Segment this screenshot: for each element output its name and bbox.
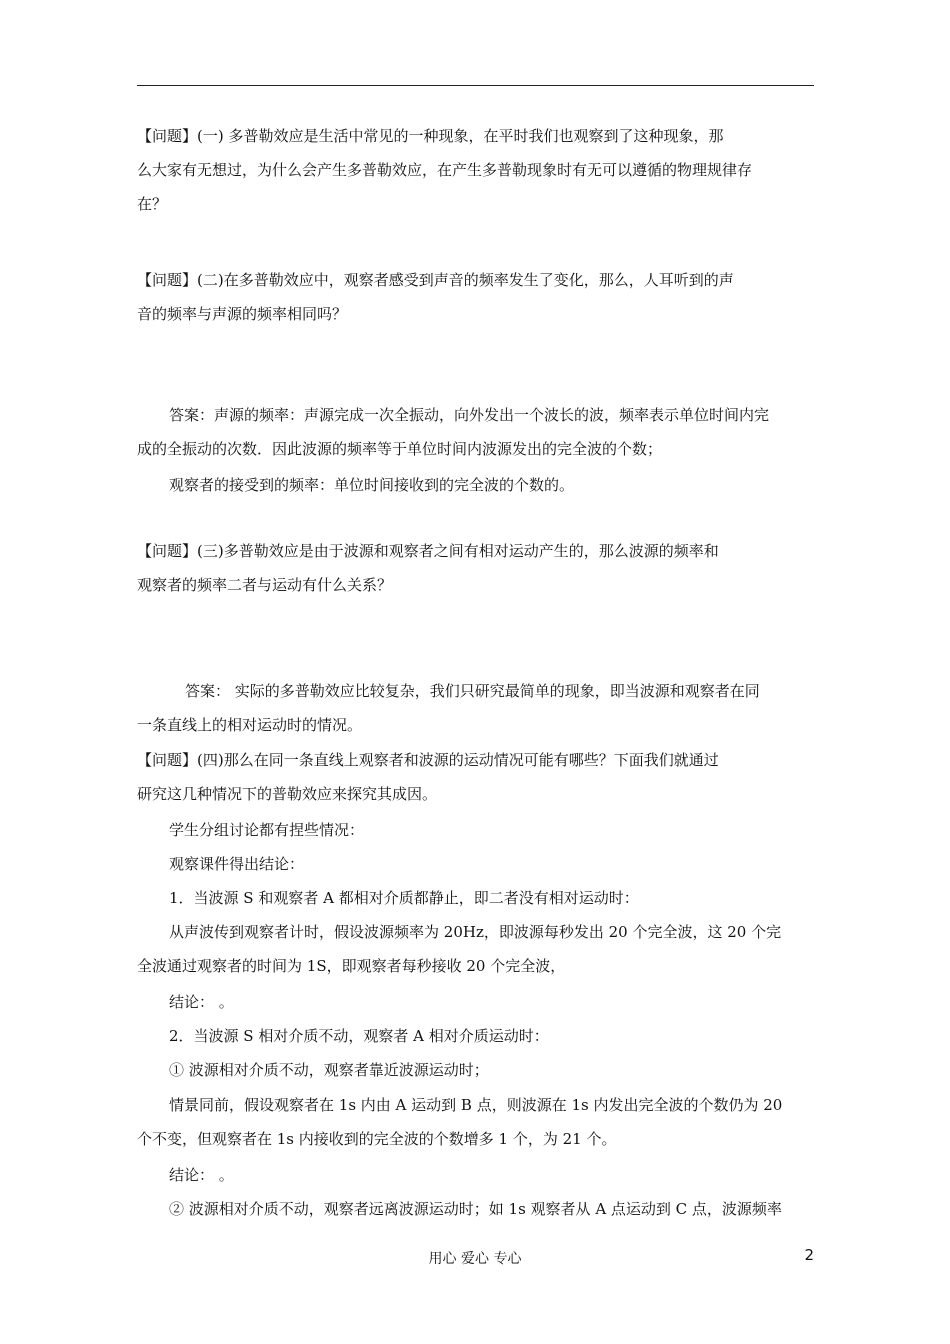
case-2a-conclusion: 结论： 。 bbox=[169, 1166, 234, 1184]
answer-3-line-2: 一条直线上的相对运动时的情况。 bbox=[137, 716, 363, 734]
courseware-line: 观察课件得出结论： bbox=[169, 855, 305, 873]
answer-2-line-2: 成的全振动的次数．因此波源的频率等于单位时间内波源发出的完全波的个数； bbox=[137, 440, 663, 458]
case-1-conclusion: 结论： 。 bbox=[169, 993, 234, 1011]
case-2-heading: 2．当波源 S 相对介质不动，观察者 A 相对介质运动时： bbox=[169, 1027, 549, 1045]
page-number: 2 bbox=[804, 1246, 814, 1264]
question-1-line-3: 在？ bbox=[137, 195, 168, 213]
question-4-line-2: 研究这几种情况下的普勒效应来探究其成因。 bbox=[137, 785, 438, 803]
question-3-line-1: 【问题】(三)多普勒效应是由于波源和观察者之间有相对运动产生的，那么波源的频率和 bbox=[137, 542, 719, 560]
answer-2-line-1: 答案：声源的频率：声源完成一次全振动，向外发出一个波长的波，频率表示单位时间内完 bbox=[169, 406, 770, 424]
question-2-line-1: 【问题】(二)在多普勒效应中，观察者感受到声音的频率发生了变化，那么，人耳听到的声 bbox=[137, 271, 734, 289]
header-rule bbox=[137, 85, 814, 86]
question-1-line-1: 【问题】(一) 多普勒效应是生活中常见的一种现象，在平时我们也观察到了这种现象，那 bbox=[137, 127, 724, 145]
question-4-line-1: 【问题】(四)那么在同一条直线上观察者和波源的运动情况可能有哪些？下面我们就通过 bbox=[137, 751, 719, 769]
case-1-heading: 1．当波源 S 和观察者 A 都相对介质都静止，即二者没有相对运动时： bbox=[169, 889, 639, 907]
case-2a-text-line-2: 个不变，但观察者在 1s 内接收到的完全波的个数增多 1 个，为 21 个。 bbox=[137, 1130, 617, 1148]
question-3-line-2: 观察者的频率二者与运动有什么关系？ bbox=[137, 576, 393, 594]
case-2a-text-line-1: 情景同前，假设观察者在 1s 内由 A 运动到 B 点，则波源在 1s 内发出完全波的个数仍为 20 bbox=[169, 1096, 783, 1114]
case-1-text-line-1: 从声波传到观察者计时，假设波源频率为 20Hz，即波源每秒发出 20 个完全波，这 20 个完 bbox=[169, 923, 782, 941]
answer-3-line-1: 答案： 实际的多普勒效应比较复杂，我们只研究最简单的现象，即当波源和观察者在同 bbox=[185, 682, 760, 700]
answer-2-line-3: 观察者的接受到的频率：单位时间接收到的完全波的个数的。 bbox=[169, 476, 575, 494]
case-1-text-line-2: 全波通过观察者的时间为 1S，即观察者每秒接收 20 个完全波， bbox=[137, 957, 566, 975]
discussion-line: 学生分组讨论都有捏些情况： bbox=[169, 821, 365, 839]
page-footer: 用心 爱心 专心 bbox=[428, 1251, 522, 1267]
case-2b-text-line-1: ② 波源相对介质不动，观察者远离波源运动时；如 1s 观察者从 A 点运动到 C 点，波源频率 bbox=[169, 1200, 782, 1218]
question-1-line-2: 么大家有无想过，为什么会产生多普勒效应，在产生多普勒现象时有无可以遵循的物理规律存 bbox=[137, 161, 753, 179]
case-2a-heading: ① 波源相对介质不动，观察者靠近波源运动时； bbox=[169, 1061, 489, 1079]
question-2-line-2: 音的频率与声源的频率相同吗？ bbox=[137, 305, 348, 323]
